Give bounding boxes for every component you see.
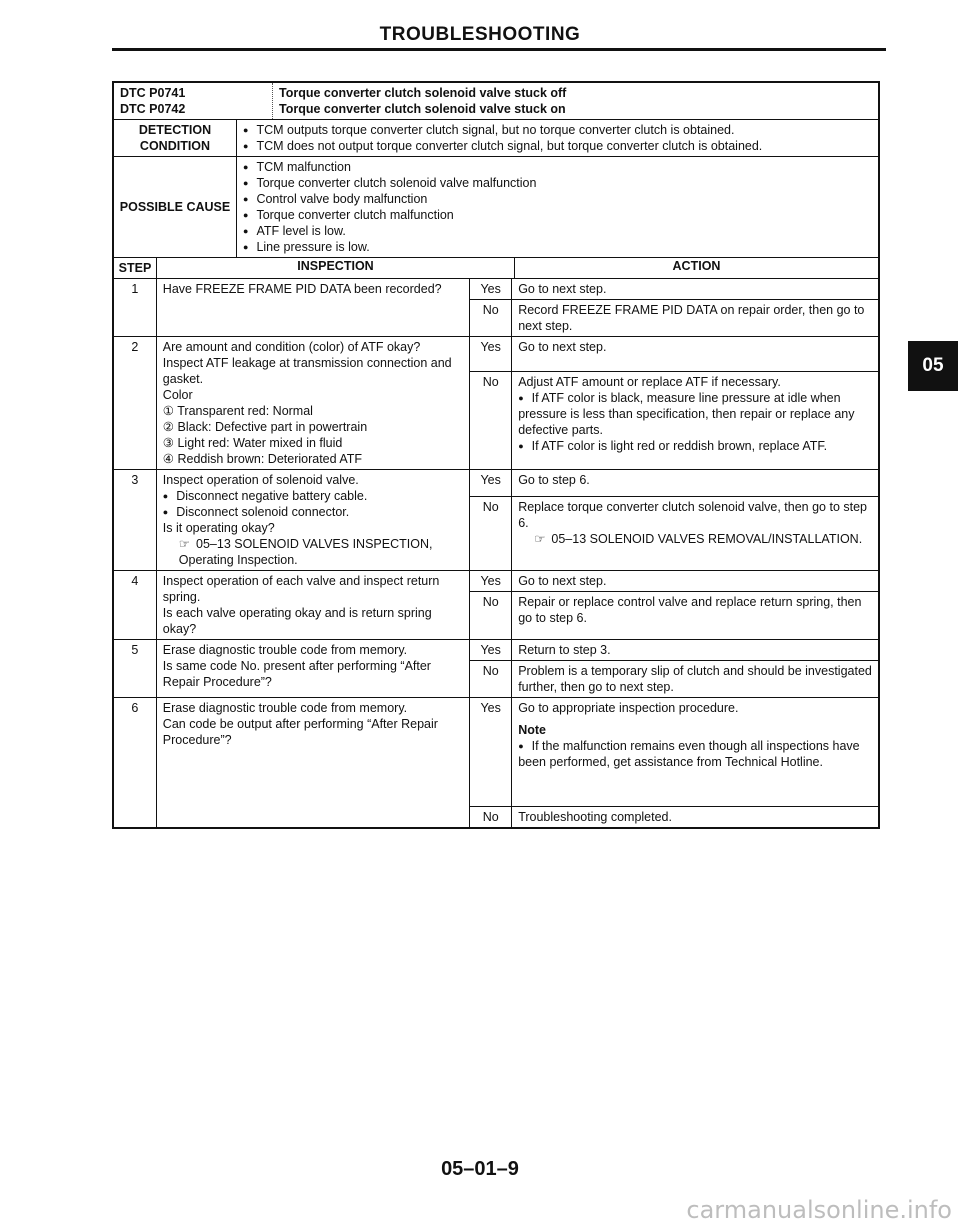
title-rule [112, 48, 886, 51]
action-text: Replace torque converter clutch solenoid valve, then go to step 6. [518, 500, 868, 530]
step-number: 1 [131, 282, 139, 296]
yes-branch [469, 571, 878, 592]
list-item: ● TCM does not output torque converter clutch signal, but torque converter clutch is obtained. [243, 138, 872, 154]
no-branch [469, 372, 878, 469]
table-row [114, 337, 878, 470]
no-branch [469, 807, 878, 827]
inspection-text: Inspect operation of each valve and inspect return spring. [162, 574, 440, 604]
list-item: ● TCM malfunction [243, 159, 872, 175]
watermark: carmanualsonline.info [686, 1196, 952, 1224]
action-text: Troubleshooting completed. [511, 807, 878, 827]
action-text: Go to step 6. [511, 470, 878, 496]
answer-no: No [469, 300, 511, 336]
step-actions [469, 571, 878, 639]
action-text: Record FREEZE FRAME PID DATA on repair order, then go to next step. [511, 300, 878, 336]
step-actions [469, 337, 878, 469]
detection-list [236, 120, 878, 156]
header-inspection: INSPECTION [156, 258, 514, 278]
reference-link[interactable]: ☞ 05–13 SOLENOID VALVES INSPECTION, Operating Inspection. [163, 536, 463, 568]
action-text: Go to next step. [511, 337, 878, 371]
step-actions [469, 640, 878, 697]
answer-no: No [469, 661, 511, 697]
no-branch [469, 497, 878, 570]
color-item: ② Black: Defective part in powertrain [162, 420, 368, 434]
list-item: ● Control valve body malfunction [243, 191, 872, 207]
step-number: 2 [131, 340, 139, 354]
inspection-text: Is it operating okay? [162, 521, 275, 535]
header-action: ACTION [514, 258, 878, 278]
answer-yes: Yes [469, 279, 511, 299]
step-actions [469, 698, 878, 827]
step-number: 3 [131, 473, 139, 487]
cause-row [114, 157, 878, 258]
inspection-text: Have FREEZE FRAME PID DATA been recorded? [162, 282, 442, 296]
action-text: Go to next step. [511, 571, 878, 591]
dtc-row [114, 83, 878, 120]
yes-branch [469, 337, 878, 372]
inspection-text: Erase diagnostic trouble code from memory. [162, 701, 408, 715]
step-number: 6 [131, 701, 139, 715]
answer-no: No [469, 497, 511, 570]
inspection-bullet: ● Disconnect solenoid connector. [163, 504, 463, 520]
action-cell [511, 698, 878, 806]
action-text: Problem is a temporary slip of clutch and should be investigated further, then go to next step. [511, 661, 878, 697]
inspection-text: Erase diagnostic trouble code from memory. [162, 643, 408, 657]
step-inspection [156, 337, 469, 469]
step-actions [469, 470, 878, 570]
action-bullet: ● If ATF color is light red or reddish brown, replace ATF. [518, 438, 872, 454]
action-text: Return to step 3. [511, 640, 878, 660]
table-row [114, 571, 878, 640]
table-row [114, 279, 878, 337]
page-title: TROUBLESHOOTING [379, 24, 581, 45]
action-bullet: ● If ATF color is black, measure line pressure at idle when pressure is less than specification, then repair or replace any defective parts. [518, 390, 872, 438]
list-item: ● Line pressure is low. [243, 239, 872, 255]
inspection-text: Is same code No. present after performing “After Repair Procedure”? [162, 659, 431, 689]
step-inspection [156, 279, 469, 336]
no-branch [469, 661, 878, 697]
yes-branch [469, 279, 878, 300]
action-cell [511, 372, 878, 469]
answer-no: No [469, 807, 511, 827]
dtc-title: Torque converter clutch solenoid valve stuck off [279, 86, 567, 100]
cause-label: POSSIBLE CAUSE [119, 200, 231, 214]
step-inspection [156, 571, 469, 639]
table-header [114, 258, 878, 279]
action-cell [511, 497, 878, 570]
step-inspection [156, 470, 469, 570]
dtc-code: DTC P0742 [120, 102, 186, 116]
step-inspection [156, 698, 469, 827]
step-actions [469, 279, 878, 336]
dtc-titles [272, 83, 878, 119]
step-number: 5 [131, 643, 139, 657]
inspection-bullet: ● Disconnect negative battery cable. [163, 488, 463, 504]
dtc-code: DTC P0741 [120, 86, 186, 100]
table-row [114, 640, 878, 698]
dtc-codes [114, 83, 272, 119]
inspection-text: Inspect ATF leakage at transmission connection and gasket. [162, 356, 452, 386]
inspection-text: Color [162, 388, 193, 402]
page-number: 05–01–9 [441, 1158, 519, 1180]
answer-yes: Yes [469, 571, 511, 591]
detection-row [114, 120, 878, 157]
note-text: ● If the malfunction remains even though all inspections have been performed, get assistance from Technical Hotline. [518, 738, 872, 770]
answer-no: No [469, 372, 511, 469]
answer-yes: Yes [469, 698, 511, 806]
section-tab[interactable]: 05 [908, 341, 958, 391]
table-row [114, 698, 878, 827]
cause-list [236, 157, 878, 257]
answer-yes: Yes [469, 640, 511, 660]
action-text: Go to appropriate inspection procedure. [518, 701, 739, 715]
action-text: Go to next step. [511, 279, 878, 299]
list-item: ● TCM outputs torque converter clutch signal, but no torque converter clutch is obtained. [243, 122, 872, 138]
yes-branch [469, 470, 878, 497]
answer-yes: Yes [469, 470, 511, 496]
troubleshooting-table [112, 81, 880, 829]
list-item: ● Torque converter clutch malfunction [243, 207, 872, 223]
no-branch [469, 592, 878, 639]
detection-label: DETECTION CONDITION [138, 123, 212, 153]
color-item: ④ Reddish brown: Deteriorated ATF [162, 452, 363, 466]
table-row [114, 470, 878, 571]
answer-no: No [469, 592, 511, 639]
color-item: ① Transparent red: Normal [162, 404, 313, 418]
inspection-text: Can code be output after performing “After Repair Procedure”? [162, 717, 438, 747]
dtc-title: Torque converter clutch solenoid valve stuck on [279, 102, 566, 116]
action-text: Adjust ATF amount or replace ATF if necessary. [518, 375, 781, 389]
inspection-text: Inspect operation of solenoid valve. [162, 473, 359, 487]
yes-branch [469, 698, 878, 807]
no-branch [469, 300, 878, 336]
inspection-text: Is each valve operating okay and is return spring okay? [162, 606, 432, 636]
header-step: STEP [118, 261, 152, 275]
yes-branch [469, 640, 878, 661]
list-item: ● ATF level is low. [243, 223, 872, 239]
step-inspection [156, 640, 469, 697]
color-item: ③ Light red: Water mixed in fluid [162, 436, 343, 450]
step-number: 4 [131, 574, 139, 588]
note-label: Note [518, 723, 546, 737]
action-text: Repair or replace control valve and replace return spring, then go to step 6. [511, 592, 878, 639]
inspection-text: Are amount and condition (color) of ATF okay? [162, 340, 421, 354]
answer-yes: Yes [469, 337, 511, 371]
reference-link[interactable]: ☞ 05–13 SOLENOID VALVES REMOVAL/INSTALLATION. [518, 531, 872, 547]
list-item: ● Torque converter clutch solenoid valve malfunction [243, 175, 872, 191]
